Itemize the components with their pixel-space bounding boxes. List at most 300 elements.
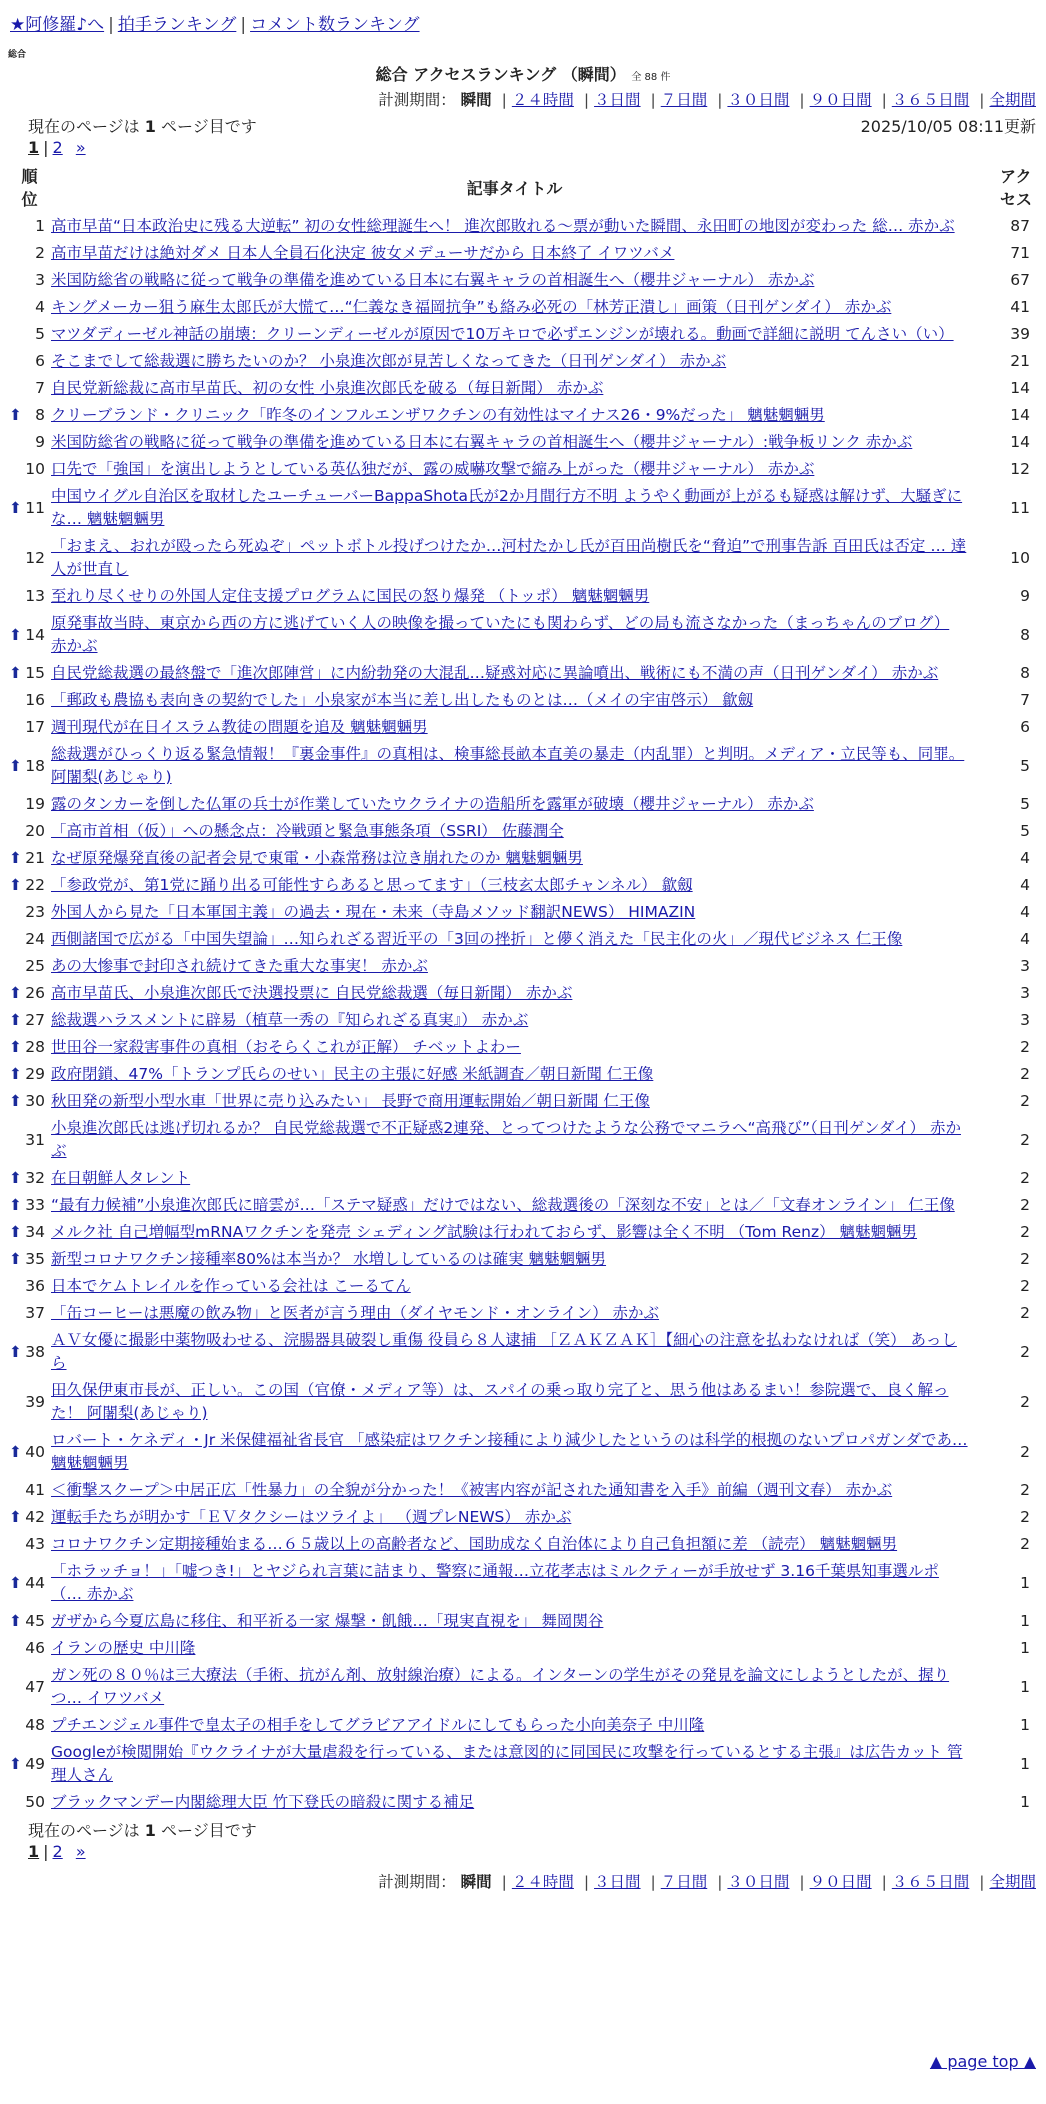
article-title-link[interactable]: ロバート・ケネディ・Jr 米保健福祉省長官 「感染症はワクチン接種により減少したというのは科学的根拠のないプロパガンダであ… 魑魅魍魎男 [51,1431,968,1472]
rank-up-arrow-cell [0,687,23,714]
article-title-link[interactable]: そこまでして総裁選に勝ちたいのか？ 小泉進次郎が見苦しくなってきた（日刊ゲンダイ） 赤かぶ [51,352,727,370]
article-title-link[interactable]: 「参政党が、第1党に踊り出る可能性すらあると思ってます」（三枝玄太郎チャンネル） 歙劔 [51,876,693,894]
up-arrow-icon: ⬆ [9,1092,22,1110]
table-row [0,348,1046,375]
article-title-link[interactable]: Googleが検閲開始『ウクライナが大量虐殺を行っている、または意図的に同国民に攻撃を行っているとする主張』は広告カット 管理人さん [51,1743,963,1784]
rank-up-arrow-cell [0,1115,23,1165]
rank-number: 16 [25,691,45,709]
table-row [0,240,1046,267]
access-count: 2 [1020,1169,1030,1187]
access-count: 1 [1020,1677,1030,1696]
rank-number: 4 [35,298,45,316]
up-arrow-icon: ⬆ [9,1508,22,1526]
article-title-link[interactable]: 口先で「強国」を演出しようとしている英仏独だが、露の威嚇攻撃で縮み上がった（櫻井ジャーナル） 赤かぶ [51,460,815,478]
pager-next[interactable]: » [75,138,86,157]
article-title-link[interactable]: 「缶コーヒーは悪魔の飲み物」と医者が言う理由（ダイヤモンド・オンライン） 赤かぶ [51,1304,660,1322]
title-cell [51,348,978,375]
title-cell [51,1608,978,1635]
rank-up-arrow-cell [0,1192,23,1219]
table-row [0,1115,1046,1165]
title-cell [51,791,978,818]
rank-up-arrow-cell [0,1327,23,1377]
rank-number: 3 [35,271,45,289]
title-cell [51,714,978,741]
rank-number: 30 [25,1092,45,1110]
title-cell [51,1377,978,1427]
up-arrow-icon: ⬆ [9,1065,22,1083]
access-count: 2 [1020,1038,1030,1056]
access-count: 2 [1020,1130,1030,1149]
article-title-link[interactable]: 至れり尽くせりの外国人定住支援プログラムに国民の怒り爆発 （トッポ） 魑魅魍魎男 [51,587,650,605]
rank-up-arrow-cell [0,483,23,533]
rank-up-arrow-cell [0,583,23,610]
rank-up-arrow-cell [0,610,23,660]
table-row [0,610,1046,660]
access-count: 7 [1020,691,1030,709]
title-cell [51,375,978,402]
up-arrow-icon: ⬆ [9,1169,22,1187]
period-link-24h[interactable]: ２４時間 [511,1873,574,1891]
article-title-link[interactable]: 秋田発の新型小型水車「世界に売り込みたい」 長野で商用運転開始／朝日新聞 仁王像 [51,1092,650,1110]
article-title-link[interactable]: 田久保伊東市長が、正しい。この国（官僚・メディア等）は、スパイの乗っ取り完了と、思う他はあるまい！参院選で、良く解った！ 阿闍梨(あじゃり) [51,1381,949,1422]
rank-number: 15 [25,664,45,682]
rank-up-arrow-cell [0,953,23,980]
period-link-7d[interactable]: ７日間 [660,1873,708,1891]
article-title-link[interactable]: ＡＶ女優に撮影中薬物吸わせる、浣腸器具破裂し重傷 役員ら８人逮捕 ［ＺＡＫＺＡＫ］【細心の注意を払わなければ（笑） あっしら [51,1331,957,1372]
rank-up-arrow-cell [0,1558,23,1608]
article-title-link[interactable]: 世田谷一家殺害事件の真相（おそらくこれが正解） チベットよわー [51,1038,521,1056]
article-title-link[interactable]: 総裁選がひっくり返る緊急情報！『裏金事件』の真相は、検事総長畝本直美の暴走（内乱罪）と判明。メディア・立民等も、同罪。 阿闍梨(あじゃり) [51,745,965,786]
up-arrow-icon: ⬆ [9,876,22,894]
article-title-link[interactable]: 在日朝鮮人タレント [51,1169,191,1187]
access-count: 2 [1020,1223,1030,1241]
table-row [0,899,1046,926]
table-row [0,1558,1046,1608]
article-title-link[interactable]: 政府閉鎖、47%「トランプ氏らのせい」民主の主張に好感 米紙調査／朝日新聞 仁王像 [51,1065,654,1083]
access-count: 2 [1020,1442,1030,1461]
title-cell [51,1115,978,1165]
up-arrow-icon: ⬆ [9,1442,22,1461]
article-title-link[interactable]: 米国防総省の戦略に従って戦争の準備を進めている日本に右翼キャラの首相誕生へ（櫻井ジャーナル） 赤かぶ [51,271,815,289]
title-cell [51,1273,978,1300]
rank-up-arrow-cell [0,1219,23,1246]
title-cell [51,818,978,845]
article-title-link[interactable]: 総裁選ハラスメントに辟易（植草一秀の『知られざる真実』） 赤かぶ [51,1011,529,1029]
period-link-30d[interactable]: ３０日間 [727,1873,790,1891]
table-row [0,1088,1046,1115]
page-top-link[interactable]: ▲ page top ▲ [929,2052,1036,2071]
pager-bottom: 1 | 2 » [28,1842,86,1861]
article-title-link[interactable]: 「高市首相（仮）」への懸念点：冷戦頭と緊急事態条項（SSRI） 佐藤潤全 [51,822,564,840]
period-current: 瞬間 [460,91,492,109]
rank-up-arrow-cell [0,714,23,741]
rank-up-arrow-cell [0,240,23,267]
table-row [0,1007,1046,1034]
table-row [0,1165,1046,1192]
rank-number: 32 [25,1169,45,1187]
access-count: 39 [1010,325,1030,343]
rank-up-arrow-cell [0,375,23,402]
article-title-link[interactable]: キングメーカー狙う麻生太郎氏が大慌て…“仁義なき福岡抗争”も絡み必死の「林芳正潰し」画策（日刊ゲンダイ） 赤かぶ [51,298,892,316]
rank-up-arrow-cell [0,1789,23,1816]
period-link-7d[interactable]: ７日間 [660,91,708,109]
article-title-link[interactable]: 新型コロナワクチン接種率80%は本当か？ 水増ししているのは確実 魑魅魍魎男 [51,1250,607,1268]
rank-up-arrow-cell [0,1034,23,1061]
rank-up-arrow-cell [0,456,23,483]
rank-up-arrow-cell [0,1427,23,1477]
article-title-link[interactable]: 米国防総省の戦略に従って戦争の準備を進めている日本に右翼キャラの首相誕生へ（櫻井ジャーナル）:戦争板リンク 赤かぶ [51,433,913,451]
rank-number: 27 [25,1011,45,1029]
period-link-24h[interactable]: ２４時間 [511,91,574,109]
rank-number: 48 [25,1716,45,1734]
title-cell [51,1192,978,1219]
title-cell [51,1635,978,1662]
article-title-link[interactable]: ガザから今夏広島に移住、和平祈る一家 爆撃・飢餓…「現実直視を」 舞岡関谷 [51,1612,604,1630]
rank-number: 36 [25,1277,45,1295]
access-count: 4 [1020,930,1030,948]
rank-up-arrow-cell [0,533,23,583]
table-row [0,1327,1046,1377]
table-row [0,1789,1046,1816]
up-arrow-icon: ⬆ [9,756,22,775]
access-count: 5 [1020,756,1030,775]
rank-number: 35 [25,1250,45,1268]
rank-up-arrow-cell [0,1088,23,1115]
access-count: 67 [1010,271,1030,289]
up-arrow-icon: ⬆ [9,625,22,644]
period-link-all[interactable]: 全期間 [989,1873,1036,1891]
article-title-link[interactable]: 高市早苗“日本政治史に残る大逆転” 初の女性総理誕生へ！ 進次郎敗れる〜票が動いた瞬間、永田町の地図が変わった 総… 赤かぶ [51,217,955,235]
article-title-link[interactable]: イランの歴史 中川隆 [51,1639,196,1657]
rank-number: 21 [25,849,45,867]
access-count: 5 [1020,822,1030,840]
article-title-link[interactable]: 日本でケムトレイルを作っている会社は こーるてん [51,1277,411,1295]
table-row [0,1192,1046,1219]
access-count: 1 [1020,1639,1030,1657]
rank-number: 6 [35,352,45,370]
rank-number: 12 [25,548,45,567]
access-count: 71 [1010,244,1030,262]
pager-page-2[interactable]: 2 [52,138,63,157]
pager-top: 1 | 2 » [28,138,86,157]
rank-number: 50 [25,1793,45,1811]
table-row [0,429,1046,456]
rank-number: 10 [25,460,45,478]
access-count: 2 [1020,1535,1030,1553]
rank-number: 38 [25,1342,45,1361]
article-title-link[interactable]: 自民党総裁選の最終盤で「進次郎陣営」に内紛勃発の大混乱…疑惑対応に異論噴出、戦術にも不満の声（日刊ゲンダイ） 赤かぶ [51,664,939,682]
title-cell [51,1165,978,1192]
rank-up-arrow-cell [0,429,23,456]
table-row [0,1219,1046,1246]
table-row [0,872,1046,899]
access-count: 4 [1020,876,1030,894]
rank-number: 45 [25,1612,45,1630]
article-title-link[interactable]: 週刊現代が在日イスラム教徒の問題を追及 魑魅魍魎男 [51,718,428,736]
rank-number: 1 [35,217,45,235]
rank-up-arrow-cell [0,818,23,845]
access-count: 3 [1020,984,1030,1002]
period-link-90d[interactable]: ９０日間 [809,1873,872,1891]
table-row [0,1061,1046,1088]
rank-number: 46 [25,1639,45,1657]
article-title-link[interactable]: 原発事故当時、東京から西の方に逃げていく人の映像を撮っていたにも関わらず、どの局も流さなかった（まっちゃんのブログ） 赤かぶ [51,614,950,655]
title-cell [51,1088,978,1115]
article-title-link[interactable]: ＜衝撃スクープ＞中居正広「性暴力」の全貌が分かった！《被害内容が記された通知書を入手》前編（週刊文春） 赤かぶ [51,1481,893,1499]
comment-ranking-link[interactable]: コメント数ランキング [250,15,420,35]
period-link-90d[interactable]: ９０日間 [809,91,872,109]
up-arrow-icon: ⬆ [9,1223,22,1241]
title-cell [51,926,978,953]
rank-number: 25 [25,957,45,975]
rank-up-arrow-cell [0,1608,23,1635]
up-arrow-icon: ⬆ [9,1342,22,1361]
article-title-link[interactable]: メルク社 自己増幅型mRNAワクチンを発売 シェディング試験は行われておらず、影響は全く不明 （Tom Renz） 魑魅魍魎男 [51,1223,918,1241]
rank-up-arrow-cell [0,1662,23,1712]
rank-number: 43 [25,1535,45,1553]
rank-up-arrow-cell [0,1504,23,1531]
access-count: 2 [1020,1342,1030,1361]
title-cell [51,872,978,899]
period-link-30d[interactable]: ３０日間 [727,91,790,109]
article-title-link[interactable]: コロナワクチン定期接種始まる…６５歳以上の高齢者など、国助成なく自治体により自己負担額に差 （読売） 魑魅魍魎男 [51,1535,898,1553]
pager-next[interactable]: » [75,1842,86,1861]
rank-up-arrow-cell [0,1300,23,1327]
title-cell [51,402,978,429]
table-row [0,791,1046,818]
page-info-number: 1 [144,117,156,136]
up-arrow-icon: ⬆ [9,984,22,1002]
title-cell [51,321,978,348]
rank-number: 23 [25,903,45,921]
access-count: 2 [1020,1481,1030,1499]
rank-number: 9 [35,433,45,451]
access-count: 3 [1020,1011,1030,1029]
title-cell [51,1531,978,1558]
rank-number: 29 [25,1065,45,1083]
up-arrow-icon: ⬆ [9,664,22,682]
rank-number: 42 [25,1508,45,1526]
period-label: 計測期間： [378,1873,456,1891]
article-title-link[interactable]: ブラックマンデー内閣総理大臣 竹下登氏の暗殺に関する補足 [51,1793,475,1811]
article-title-link[interactable]: 「おまえ、おれが殴ったら死ぬぞ」ペットボトル投げつけたか…河村たかし氏が百田尚樹氏を“脅迫”で刑事告訴 百田氏は否定 … 達人が世直し [51,537,967,578]
title-cell [51,1327,978,1377]
period-link-365d[interactable]: ３６５日間 [891,91,970,109]
table-row [0,533,1046,583]
access-count: 2 [1020,1196,1030,1214]
period-link-all[interactable]: 全期間 [989,91,1036,109]
period-label: 計測期間： [378,91,456,109]
page-info-number: 1 [144,1821,156,1840]
title-cell [51,267,978,294]
rank-number: 31 [25,1130,45,1149]
table-row [0,294,1046,321]
rank-number: 17 [25,718,45,736]
period-selector-top: 計測期間： 瞬間 | ２４時間 | ３日間 | ７日間 | ３０日間 | ９０日間 | ３６５日間 | 全期間 [378,91,1036,109]
table-row [0,1531,1046,1558]
up-arrow-icon: ⬆ [9,1011,22,1029]
title-cell [51,610,978,660]
table-row [0,1739,1046,1789]
article-title-link[interactable]: なぜ原発爆発直後の記者会見で東電・小森常務は泣き崩れたのか 魑魅魍魎男 [51,849,583,867]
period-link-3d[interactable]: ３日間 [594,91,641,109]
title-cell [51,456,978,483]
title-cell [51,583,978,610]
rank-up-arrow-cell [0,926,23,953]
access-count: 2 [1020,1304,1030,1322]
up-arrow-icon: ⬆ [9,406,22,424]
table-row [0,660,1046,687]
rank-up-arrow-cell [0,1531,23,1558]
article-title-link[interactable]: 高市早苗氏、小泉進次郎氏で決選投票に 自民党総裁選（毎日新聞） 赤かぶ [51,984,573,1002]
up-arrow-icon: ⬆ [9,1573,22,1592]
rank-number: 28 [25,1038,45,1056]
article-title-link[interactable]: 外国人から見た「日本軍国主義」の過去・現在・未来（寺島メソッド翻訳NEWS） HIMAZIN [51,903,696,921]
article-title-link[interactable]: 「郵政も農協も表向きの契約でした」小泉家が本当に差し出したものとは…（メイの宇宙啓示） 歙劔 [51,691,754,709]
period-link-365d[interactable]: ３６５日間 [891,1873,970,1891]
article-title-link[interactable]: 自民党新総裁に高市早苗氏、初の女性 小泉進次郎氏を破る（毎日新聞） 赤かぶ [51,379,604,397]
access-count: 14 [1010,406,1030,424]
rank-up-arrow-cell [0,213,23,240]
updated-timestamp: 2025/10/05 08:11更新 [860,117,1036,136]
pager-current: 1 [28,1842,40,1861]
title-header: 記事タイトル [466,178,563,198]
table-row [0,687,1046,714]
table-row [0,402,1046,429]
up-arrow-icon: ⬆ [9,1612,22,1630]
page-info-suffix: ページ目です [161,1821,257,1840]
clap-ranking-link[interactable]: 拍手ランキング [117,15,237,35]
rank-number: 49 [25,1754,45,1773]
table-row [0,1635,1046,1662]
rank-up-arrow-cell [0,660,23,687]
rank-up-arrow-cell [0,1712,23,1739]
rank-number: 19 [25,795,45,813]
period-selector-bottom: 計測期間： 瞬間 | ２４時間 | ３日間 | ７日間 | ３０日間 | ９０日間 | ３６５日間 | 全期間 [378,1873,1036,1891]
page-info-suffix: ページ目です [161,117,257,136]
rank-number: 44 [25,1573,45,1592]
rank-number: 18 [25,756,45,775]
ranking-table [0,163,1046,1816]
article-title-link[interactable]: 西側諸国で広がる「中国失望論」…知られざる習近平の「3回の挫折」と儚く消えた「民主化の火」／現代ビジネス 仁王像 [51,930,903,948]
access-count: 1 [1020,1754,1030,1773]
table-row [0,267,1046,294]
period-link-3d[interactable]: ３日間 [594,1873,641,1891]
table-row [0,483,1046,533]
rank-number: 37 [25,1304,45,1322]
rank-up-arrow-cell [0,899,23,926]
table-row [0,1427,1046,1477]
article-title-link[interactable]: 小泉進次郎氏は逃げ切れるか？ 自民党総裁選で不正疑惑2連発、とってつけたような公務でマニラへ“高飛び”（日刊ゲンダイ） 赤かぶ [51,1119,961,1160]
article-title-link[interactable]: プチエンジェル事件で皇太子の相手をしてグラビアアイドルにしてもらった小向美奈子 中川隆 [51,1716,705,1734]
up-arrow-icon: ⬆ [9,849,22,867]
access-count: 10 [1010,548,1030,567]
title-cell [51,687,978,714]
access-count: 2 [1020,1065,1030,1083]
table-row [0,1662,1046,1712]
table-row [0,1377,1046,1427]
rank-up-arrow-cell [0,321,23,348]
title-cell [51,845,978,872]
table-row [0,321,1046,348]
access-count: 9 [1020,587,1030,605]
rank-up-arrow-cell [0,402,23,429]
rank-up-arrow-cell [0,267,23,294]
access-count: 11 [1010,498,1030,517]
title-cell [51,429,978,456]
article-title-link[interactable]: 運転手たちが明かす「ＥＶタクシーはツライよ」 （週プレNEWS） 赤かぶ [51,1508,572,1526]
article-title-link[interactable]: “最有力候補”小泉進次郎氏に暗雲が…「ステマ疑惑」だけではない、総裁選後の「深刻な不安」とは／「文春オンライン」 仁王像 [51,1196,955,1214]
table-row [0,583,1046,610]
access-count: 5 [1020,795,1030,813]
article-title-link[interactable]: 露のタンカーを倒した仏軍の兵士が作業していたウクライナの造船所を露軍が破壊（櫻井ジャーナル） 赤かぶ [51,795,814,813]
table-row [0,456,1046,483]
rank-number: 8 [35,406,45,424]
article-title-link[interactable]: 「ホラッチョ！」「嘘つき!」とヤジられ言葉に詰まり、警察に通報…立花孝志はミルクティーが手放せず 3.16千葉県知事選ルポ（… 赤かぶ [51,1562,939,1603]
title-cell [51,1789,978,1816]
title-cell [51,1219,978,1246]
title-cell [51,1504,978,1531]
rank-number: 39 [25,1392,45,1411]
rank-up-arrow-cell [0,1477,23,1504]
table-row [0,1246,1046,1273]
title-cell [51,294,978,321]
page-title [0,62,1046,85]
table-row [0,953,1046,980]
pager-page-2[interactable]: 2 [52,1842,63,1861]
access-count: 8 [1020,625,1030,644]
rank-number: 13 [25,587,45,605]
rank-up-arrow-cell [0,980,23,1007]
table-row [0,714,1046,741]
access-header: アクセス [1000,167,1033,209]
table-row [0,1608,1046,1635]
rank-number: 14 [25,625,45,644]
table-row [0,375,1046,402]
article-title-link[interactable]: あの大惨事で封印され続けてきた重大な事実！ 赤かぶ [51,957,428,975]
article-title-link[interactable]: マツダディーゼル神話の崩壊：クリーンディーゼルが原因で10万キロで必ずエンジンが壊れる。動画で詳細に説明 てんさい（い） [51,325,954,343]
table-row [0,926,1046,953]
access-count: 8 [1020,664,1030,682]
rank-up-arrow-cell [0,1061,23,1088]
rank-number: 26 [25,984,45,1002]
article-title-link[interactable]: クリーブランド・クリニック「昨冬のインフルエンザワクチンの有効性はマイナス26・9%だった」 魑魅魍魎男 [51,406,825,424]
page-info-prefix: 現在のページは [28,1821,140,1840]
access-count: 41 [1010,298,1030,316]
title-cell [51,240,978,267]
rank-number: 5 [35,325,45,343]
table-row [0,845,1046,872]
home-link[interactable]: ★阿修羅♪へ [10,15,105,35]
article-title-link[interactable]: ガン死の８０％は三大療法（手術、抗がん剤、放射線治療）による。インターンの学生がその発見を論文にしようとしたが、握りつ… イワツバメ [51,1666,950,1707]
category-label: 総合 [8,50,27,60]
rank-up-arrow-cell [0,1273,23,1300]
title-cell [51,1007,978,1034]
table-row [0,1034,1046,1061]
article-title-link[interactable]: 高市早苗だけは絶対ダメ 日本人全員石化決定 彼女メデューサだから 日本終了 イワツバメ [51,244,675,262]
pager-current: 1 [28,138,40,157]
rank-number: 34 [25,1223,45,1241]
table-row [0,1300,1046,1327]
rank-up-arrow-cell [0,348,23,375]
table-row [0,1477,1046,1504]
rank-number: 40 [25,1442,45,1461]
title-cell [51,213,978,240]
rank-up-arrow-cell [0,1739,23,1789]
access-count: 4 [1020,849,1030,867]
article-title-link[interactable]: 中国ウイグル自治区を取材したユーチューバーBappaShota氏が2か月間行方不明 ようやく動画が上がるも疑惑は解けず、大騒ぎにな… 魑魅魍魎男 [51,487,963,528]
rank-up-arrow-cell [0,741,23,791]
